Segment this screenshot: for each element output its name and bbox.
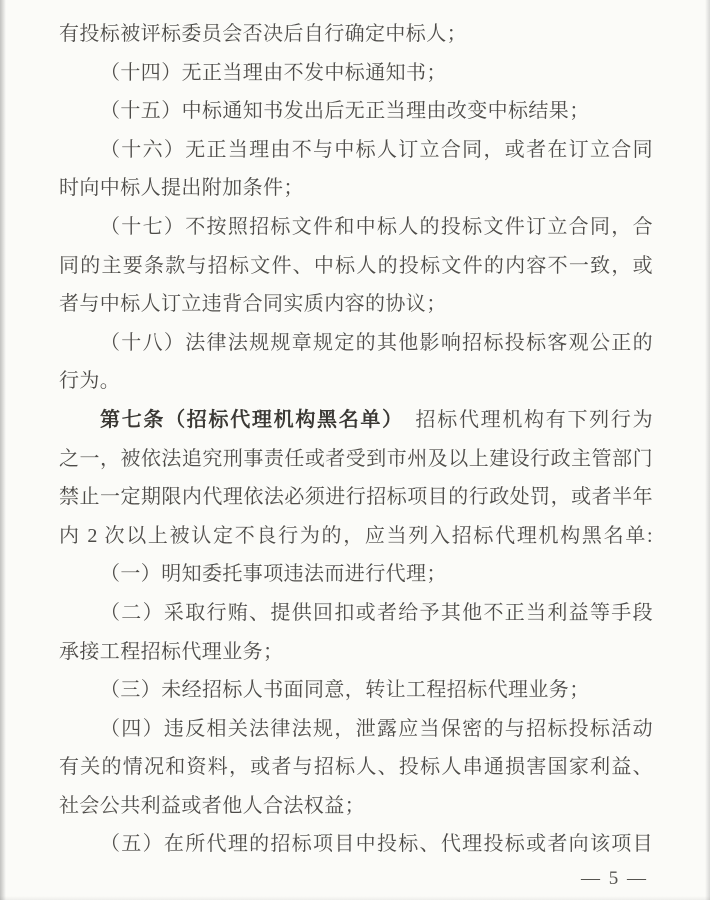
text-line (59, 594, 653, 633)
text-line (59, 208, 653, 247)
line-text: 招标代理机构有下列行为 (393, 408, 653, 431)
text-line (59, 787, 653, 826)
line-text: 承接工程招标代理业务； (59, 640, 284, 663)
line-text: （二）采取行贿、提供回扣或者给予其他不正当利益等手段 (100, 601, 653, 624)
text-line (59, 710, 653, 749)
text-line (59, 362, 653, 401)
line-text: （三）未经招标人书面同意，转让工程招标代理业务； (100, 679, 590, 702)
line-text: （十五）中标通知书发出后无正当理由改变中标结果； (100, 100, 590, 123)
text-line (59, 517, 653, 556)
text-line (59, 169, 653, 208)
text-line (59, 440, 653, 479)
text-line-article-heading (59, 401, 653, 440)
text-line (59, 92, 653, 131)
line-text: 禁止一定期限内代理依法必须进行招标项目的行政处罚，或者半年 (59, 486, 653, 509)
text-line (59, 555, 653, 594)
text-line (59, 285, 653, 324)
text-line (59, 247, 653, 286)
line-text: （五）在所代理的招标项目中投标、代理投标或者向该项目 (100, 833, 653, 856)
line-text: 有关的情况和资料，或者与招标人、投标人串通损害国家利益、 (59, 756, 653, 779)
page-number: — 5 — (581, 868, 648, 889)
line-text: 社会公共利益或者他人合法权益； (59, 794, 365, 817)
line-text: （四）违反相关法律法规，泄露应当保密的与招标投标活动 (100, 717, 653, 740)
line-text: 者与中标人订立违背合同实质内容的协议； (59, 293, 447, 316)
text-line (59, 54, 653, 93)
text-line (59, 748, 653, 787)
text-line (59, 131, 653, 170)
text-line (59, 324, 653, 363)
text-line (59, 15, 653, 54)
text-line (59, 633, 653, 672)
text-line (59, 478, 653, 517)
document-body (59, 15, 653, 864)
line-text: 之一，被依法追究刑事责任或者受到市州及以上建设行政主管部门 (59, 447, 653, 470)
line-text: （一）明知委托事项违法而进行代理； (100, 563, 447, 586)
line-text: 有投标被评标委员会否决后自行确定中标人； (59, 23, 467, 45)
line-text: （十六）无正当理由不与中标人订立合同，或者在订立合同 (100, 138, 653, 161)
text-line (59, 671, 653, 710)
line-bold-text: 第七条（招标代理机构黑名单） (100, 408, 394, 431)
line-text: 同的主要条款与招标文件、中标人的投标文件的内容不一致，或 (59, 254, 653, 277)
line-text: 行为。 (59, 370, 121, 393)
text-line (59, 825, 653, 864)
line-text: （十八）法律法规规章规定的其他影响招标投标客观公正的 (100, 331, 653, 354)
line-text: 时向中标人提出附加条件； (59, 177, 304, 200)
line-text: 内 2 次以上被认定不良行为的，应当列入招标代理机构黑名单: (59, 524, 653, 547)
line-text: （十四）无正当理由不发中标通知书； (100, 61, 447, 84)
line-text: （十七）不按照招标文件和中标人的投标文件订立合同，合 (100, 215, 653, 238)
